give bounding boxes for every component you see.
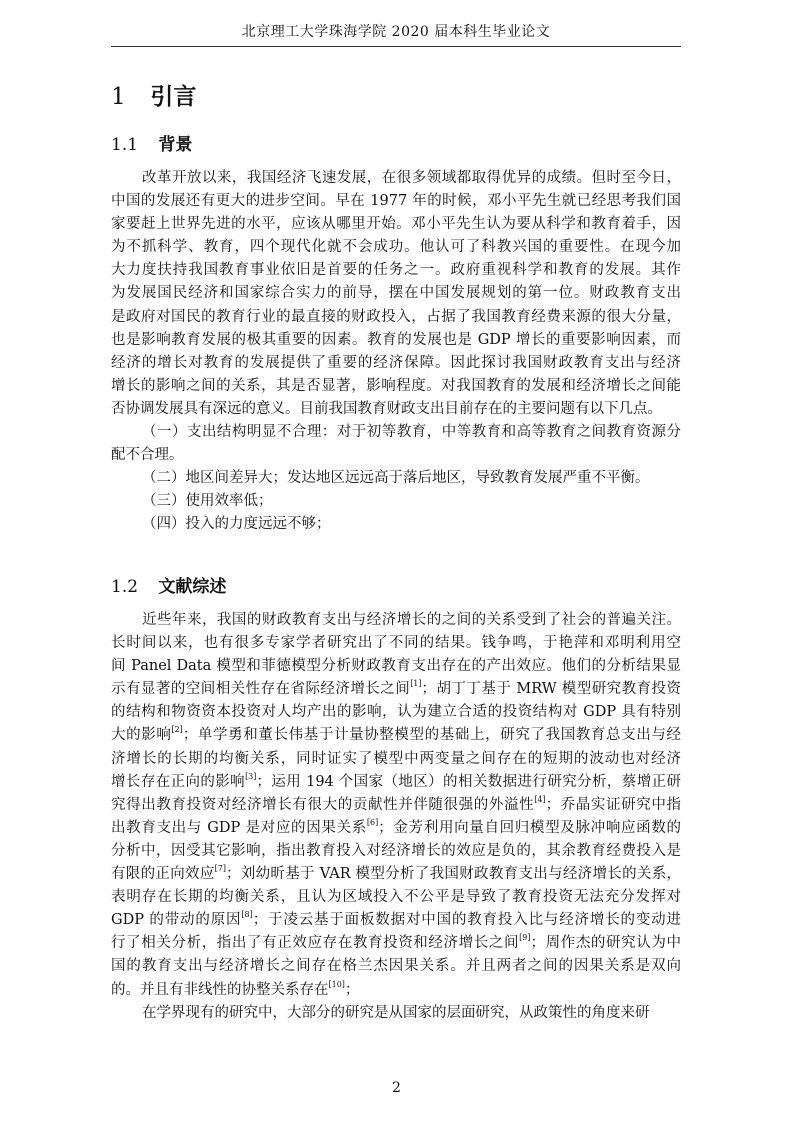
line-text: 在学界现有的研究中，大部分的研究是从国家的层面研究，从政策性的角度来研 <box>142 1004 650 1021</box>
line-text: 大的影响 <box>111 727 172 744</box>
text-line <box>111 632 681 655</box>
line-text: 的。并且有非线性的协整关系存在 <box>111 981 329 998</box>
line-text: 增长存在正向的影响 <box>111 773 246 790</box>
text-line <box>111 886 681 909</box>
text-line: （一）支出结构明显不合理：对于初等教育，中等教育和高等教育之间教育资源分 <box>142 424 681 441</box>
citation-ref: [6] <box>366 817 379 827</box>
citation-ref: [1] <box>410 679 422 689</box>
line-text: 国的教育支出与经济增长之间存在格兰杰因果关系。并且两者之间的因果关系是双向 <box>111 958 681 975</box>
text-line: 为发展国民经济和国家综合实力的前导，摆在中国发展规划的第一位。财政教育支出 <box>111 285 681 302</box>
citation-ref: [8] <box>241 910 253 920</box>
section-number: 1.1 <box>111 135 139 155</box>
citation-ref: [3] <box>245 771 257 781</box>
text-line <box>111 701 681 724</box>
line-text: 分析中，因受其它影响，指出教育投入对经济增长的效应是负的，其余教育经费投入是 <box>111 842 681 859</box>
line-text: 行了相关分析，指出了有正效应存在教育投资和经济增长之间 <box>111 935 520 952</box>
text-line: 改革开放以来，我国经济飞速发展，在很多领域都取得优异的成绩。但时至今日， <box>142 170 681 186</box>
text-line: 配不合理。 <box>111 447 184 464</box>
line-text: 有限的正向效应 <box>111 866 215 883</box>
line-text: ；金芳利用向量自回归模型及脉冲响应函数的 <box>378 819 681 836</box>
line-text: GDP 的带动的原因 <box>111 912 242 929</box>
citation-ref: [9] <box>519 933 531 943</box>
running-header: 北京理工大学珠海学院 2020 届本科生毕业论文 <box>111 22 681 47</box>
text-line <box>111 748 681 771</box>
text-line <box>111 678 681 701</box>
background-paragraphs <box>111 167 681 537</box>
text-line <box>111 955 681 978</box>
section-heading-literature <box>111 575 226 599</box>
page-number: 2 <box>392 1080 401 1096</box>
text-line <box>111 979 681 1002</box>
text-line: 中国的发展还有更大的进步空间。早在 1977 年的时候，邓小平先生就已经思考我们国 <box>111 193 681 210</box>
text-line <box>111 840 681 863</box>
line-text: ；刘幼昕基于 VAR 模型分析了我国财政教育支出与经济增长的关系， <box>226 866 681 883</box>
line-text: 济增长的长期的均衡关系，同时证实了模型中两变量之间存在的短期的波动也对经济 <box>111 750 681 767</box>
line-text: 究得出教育投资对经济增长有很大的贡献性并伴随很强的外溢性 <box>111 796 535 813</box>
line-text: 的结构和物资资本投资对人均产出的影响，认为建立合适的投资结构对 GDP 具有特别 <box>111 704 681 721</box>
text-line: 也是影响教育发展的极其重要的因素。教育的发展也是 GDP 增长的重要影响因素，而 <box>111 331 681 348</box>
line-text: ；周作杰的研究认为中 <box>530 935 681 952</box>
line-text: 间 Panel Data 模型和菲德模型分析财政教育支出存在的产出效应。他们的分析结果显 <box>111 658 681 675</box>
text-line <box>111 1002 681 1025</box>
text-line <box>111 794 681 817</box>
section-title: 背景 <box>158 135 193 155</box>
citation-ref: [7] <box>214 864 226 874</box>
line-text: ；胡丁丁基于 MRW 模型研究教育投资 <box>421 681 681 698</box>
citation-ref: [2] <box>171 725 183 735</box>
line-text: ；于凌云基于面板数据对中国的教育投入比与经济增长的变动进 <box>252 912 681 929</box>
citation-ref: [10] <box>328 979 345 989</box>
line-text: 长时间以来，也有很多专家学者研究出了不同的结果。钱争鸣，于艳萍和邓明利用空 <box>111 635 681 652</box>
text-line: 大力度扶持我国教育事业依旧是首要的任务之一。政府重视科学和教育的发展。其作 <box>111 262 681 279</box>
text-line: 增长的影响之间的关系，其是否显著，影响程度。对我国教育的发展和经济增长之间能 <box>111 377 681 394</box>
text-line <box>111 817 681 840</box>
text-line: 否协调发展具有深远的意义。目前我国教育财政支出目前存在的主要问题有以下几点。 <box>111 400 662 417</box>
text-line: （二）地区间差异大；发达地区远远高于落后地区，导致教育发展严重不平衡。 <box>142 470 650 487</box>
line-text: ； <box>344 981 360 998</box>
text-line <box>111 724 681 747</box>
text-line <box>111 609 681 632</box>
text-line: 家要赶上世界先进的水平，应该从哪里开始。邓小平先生认为要从科学和教育着手，因 <box>111 216 681 233</box>
text-line <box>111 909 681 932</box>
line-text: 近些年来，我国的财政教育支出与经济增长的之间的关系受到了社会的普遍关注。 <box>142 612 681 628</box>
chapter-number: 1 <box>111 84 126 110</box>
literature-paragraphs <box>111 609 681 1025</box>
text-line: 为不抓科学、教育，四个现代化就不会成功。他认可了科教兴国的重要性。在现今加 <box>111 239 681 256</box>
text-line <box>111 932 681 955</box>
text-line <box>111 863 681 886</box>
line-text: 示有显著的空间相关性存在省际经济增长之间 <box>111 681 411 698</box>
text-line: 是政府对国民的教育行业的最直接的财政投入，占据了我国教育经费来源的很大分量， <box>111 308 681 325</box>
citation-ref: [4] <box>534 794 546 804</box>
section-heading-background <box>111 133 192 157</box>
line-text: 表明存在长期的均衡关系，且认为区域投入不公平是导致了教育投资无法充分发挥对 <box>111 889 681 906</box>
section-number: 1.2 <box>111 577 139 597</box>
chapter-heading <box>111 82 196 112</box>
text-line: （三）使用效率低； <box>142 493 273 510</box>
section-title: 文献综述 <box>158 577 227 597</box>
line-text: ；运用 194 个国家（地区）的相关数据进行研究分析，蔡增正研 <box>256 773 681 790</box>
text-line: （四）投入的力度远远不够； <box>142 516 331 533</box>
text-line: 经济的增长对教育的发展提供了重要的经济保障。因此探讨我国财政教育支出与经济 <box>111 354 681 371</box>
line-text: ；单学勇和董长伟基于计量协整模型的基础上，研究了我国教育总支出与经 <box>182 727 681 744</box>
text-line <box>111 655 681 678</box>
line-text: ；乔晶实证研究中指 <box>545 796 681 813</box>
text-line <box>111 771 681 794</box>
line-text: 出教育支出与 GDP 是对应的因果关系 <box>111 819 367 836</box>
chapter-title: 引言 <box>150 84 197 110</box>
